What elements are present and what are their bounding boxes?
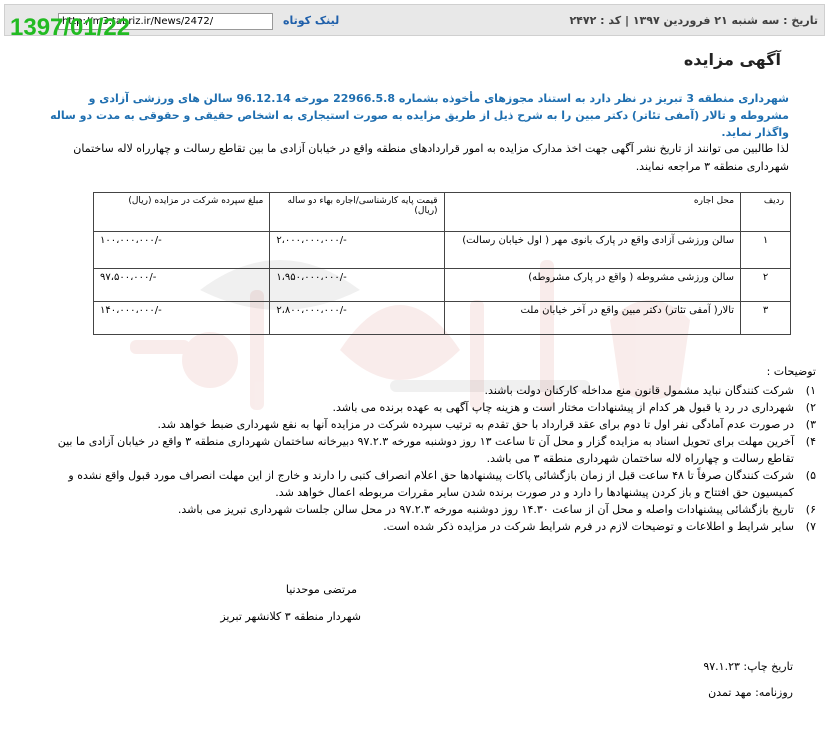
header-base-price: قیمت پایه کارشناسی/اجاره بهاء دو ساله (ریال) [270,193,444,232]
row-deposit: ۱۴۰،۰۰۰،۰۰۰/- [94,302,270,335]
note-text: شهرداری در رد یا قبول هر کدام از پیشنهادات مختار است و هزینه چاپ آگهی به عهده برنده می باشد. [332,401,794,414]
note-text: تاریخ بازگشائی پیشنهادات واصله و محل آن از ساعت ۱۴.۳۰ روز دوشنبه مورخه ۹۷.۲.۳ در محل سالن جلسات شهرداری تبریز می باشد. [177,503,794,516]
row-base-price: ۱،۹۵۰،۰۰۰،۰۰۰/- [270,269,444,302]
note-item [51,467,816,501]
note-item [51,399,816,416]
row-base-price: ۲،۰۰۰،۰۰۰،۰۰۰/- [270,232,444,269]
header-index: ردیف [741,193,791,232]
row-deposit: ۱۰۰،۰۰۰،۰۰۰/- [94,232,270,269]
note-number: ۱) [805,384,816,397]
newspaper-name: روزنامه: مهد تمدن [708,686,793,699]
header-place: محل اجاره [444,193,741,232]
note-number: ۷) [805,520,816,533]
row-index: ۳ [741,302,791,335]
table-row [94,232,791,269]
note-number: ۳) [805,418,816,431]
row-place: تالار( آمفی تئاتر) دکتر مبین واقع در آخر خیابان ملت [444,302,741,335]
table-row [94,269,791,302]
intro-instructions: لذا طالبین می توانند از تاریخ نشر آگهی جهت اخذ مدارک مزایده به امور قراردادهای منطقه واقع در خیابان آزادی ما بین تقاطع رسالت و چهارراه لاله ساختمان شهرداری منطقه ۳ مراجعه نمایند. [73,142,789,173]
note-text: آخرین مهلت برای تحویل اسناد به مزایده گزار و محل آن تا ساعت ۱۳ روز دوشنبه مورخه ۹۷.۲.۳ دبیرخانه ساختمان شهرداری منطقه ۳ واقع در خیابان آزادی ما بین تقاطع رسالت و چهارراه لاله ساختمان شهرداری منطقه ۳ می باشد. [57,435,794,465]
print-date: تاریخ چاپ: ۹۷.۱.۲۳ [703,660,793,673]
note-number: ۵) [805,469,816,482]
note-item [51,518,816,535]
note-item [51,433,816,467]
note-item [51,501,816,518]
note-number: ۶) [805,503,816,516]
note-item [51,416,816,433]
row-base-price: ۲،۸۰۰،۰۰۰،۰۰۰/- [270,302,444,335]
row-place: سالن ورزشی آزادی واقع در پارک بانوی مهر ( اول خیابان رسالت) [444,232,741,269]
note-number: ۲) [805,401,816,414]
note-number: ۴) [805,435,816,448]
row-index: ۱ [741,232,791,269]
note-text: سایر شرایط و اطلاعات و توضیحات لازم در فرم شرایط شرکت در مزایده ذکر شده است. [383,520,794,533]
notes-section [51,363,816,535]
notes-title: توضیحات : [766,365,816,378]
row-place: سالن ورزشی مشروطه ( واقع در پارک مشروطه) [444,269,741,302]
intro-paragraph: شهرداری منطقه 3 تبریز در نظر دارد به استناد مجوزهای مأخوذه بشماره 22966.5.8 مورخه 96.12.14 سالن های ورزشی آزادی و مشروطه و تالار (آمفی تئاتر) دکتر مبین را به شرح ذیل از طریق مزایده به صورت استیجاری به اشخاص حقیقی و حقوقی به مدت دو ساله واگذار نماید. [50,92,789,139]
date-stamp: 1397/01/22 [10,14,131,41]
auction-table [93,192,791,335]
table-row [94,302,791,335]
note-item [51,382,816,399]
short-link-label: لینک کوتاه [283,14,340,27]
note-text: در صورت عدم آمادگی نفر اول تا دوم برای عقد قرارداد با حق تقدم به ترتیب سپرده شرکت در مزایده آنها به نفع شهرداری ضبط خواهد شد. [157,418,794,431]
signer-title: شهردار منطقه ۳ کلانشهر تبریز [220,610,361,623]
row-index: ۲ [741,269,791,302]
note-text: شرکت کنندگان صرفاً تا ۴۸ ساعت قبل از زمان بازگشائی پاکات پیشنهادها حق اعلام انصراف کتبی را دارند و خارج از این مهلت انصراف مورد قبول واقع نشده و کمیسیون حق افتتاح و باز کردن پیشنهادها را دارد و در صورت برنده شدن سایر مقررات مربوطه اعمال خواهد شد. [68,469,794,499]
note-text: شرکت کنندگان نباید مشمول قانون منع مداخله کارکنان دولت باشند. [484,384,794,397]
row-deposit: ۹۷،۵۰۰،۰۰۰/- [94,269,270,302]
page-title: آگهی مزایده [683,50,781,69]
date-and-code: تاریخ : سه شنبه ۲۱ فروردین ۱۳۹۷ | کد : ۲۴۷۲ [569,14,818,27]
table-header-row [94,193,791,232]
header-deposit: مبلغ سپرده شرکت در مزایده (ریال) [94,193,270,232]
signer-name: مرتضی موحدنیا [285,583,357,596]
